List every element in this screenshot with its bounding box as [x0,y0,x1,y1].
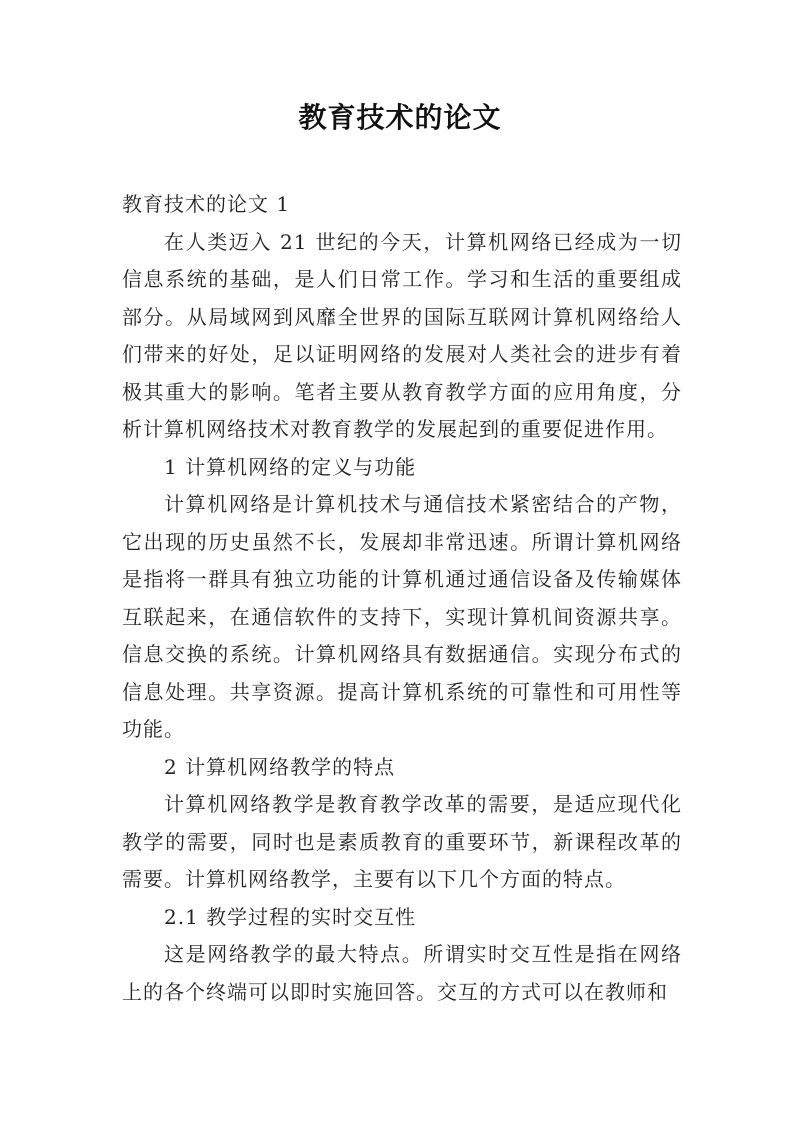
section-heading-2: 2 计算机网络教学的特点 [164,754,396,779]
section-1-paragraph: 计算机网络是计算机技术与通信技术紧密结合的产物，它出现的历史虽然不长，发展却非常迅速。所谓计算机网络是指将一群具有独立功能的计算机通过通信设备及传输媒体互联起来，在通信软件的支持下，实现计算机间资源共享。信息交换的系统。计算机网络具有数据通信。实现分布式的信息处理。共享资源。提高计算机系统的可靠性和可用性等功能。 [122,492,682,741]
section-heading-1: 1 计算机网络的定义与功能 [164,454,417,479]
intro-paragraph: 在人类迈入 21 世纪的今天，计算机网络已经成为一切信息系统的基础，是人们日常工作。学习和生活的重要组成部分。从局域网到风靡全世界的国际互联网计算机网络给人们带来的好处，足以证明网络的发展对人类社会的进步有着极其重大的影响。笔者主要从教育教学方面的应用角度，分析计算机网络技术对教育教学的发展起到的重要促进作用。 [122,229,682,441]
document-title: 教育技术的论文 [298,101,502,134]
subsection-2-1-paragraph: 这是网络教学的最大特点。所谓实时交互性是指在网络上的各个终端可以即时实施回答。交互的方式可以在教师和 [122,942,682,1004]
subsection-heading-2-1: 2.1 教学过程的实时交互性 [164,904,417,929]
document-body [122,186,682,1011]
essay-number-label: 教育技术的论文 1 [122,192,291,216]
section-2-paragraph: 计算机网络教学是教育教学改革的需要，是适应现代化教学的需要，同时也是素质教育的重要环节，新课程改革的需要。计算机网络教学，主要有以下几个方面的特点。 [122,792,682,891]
